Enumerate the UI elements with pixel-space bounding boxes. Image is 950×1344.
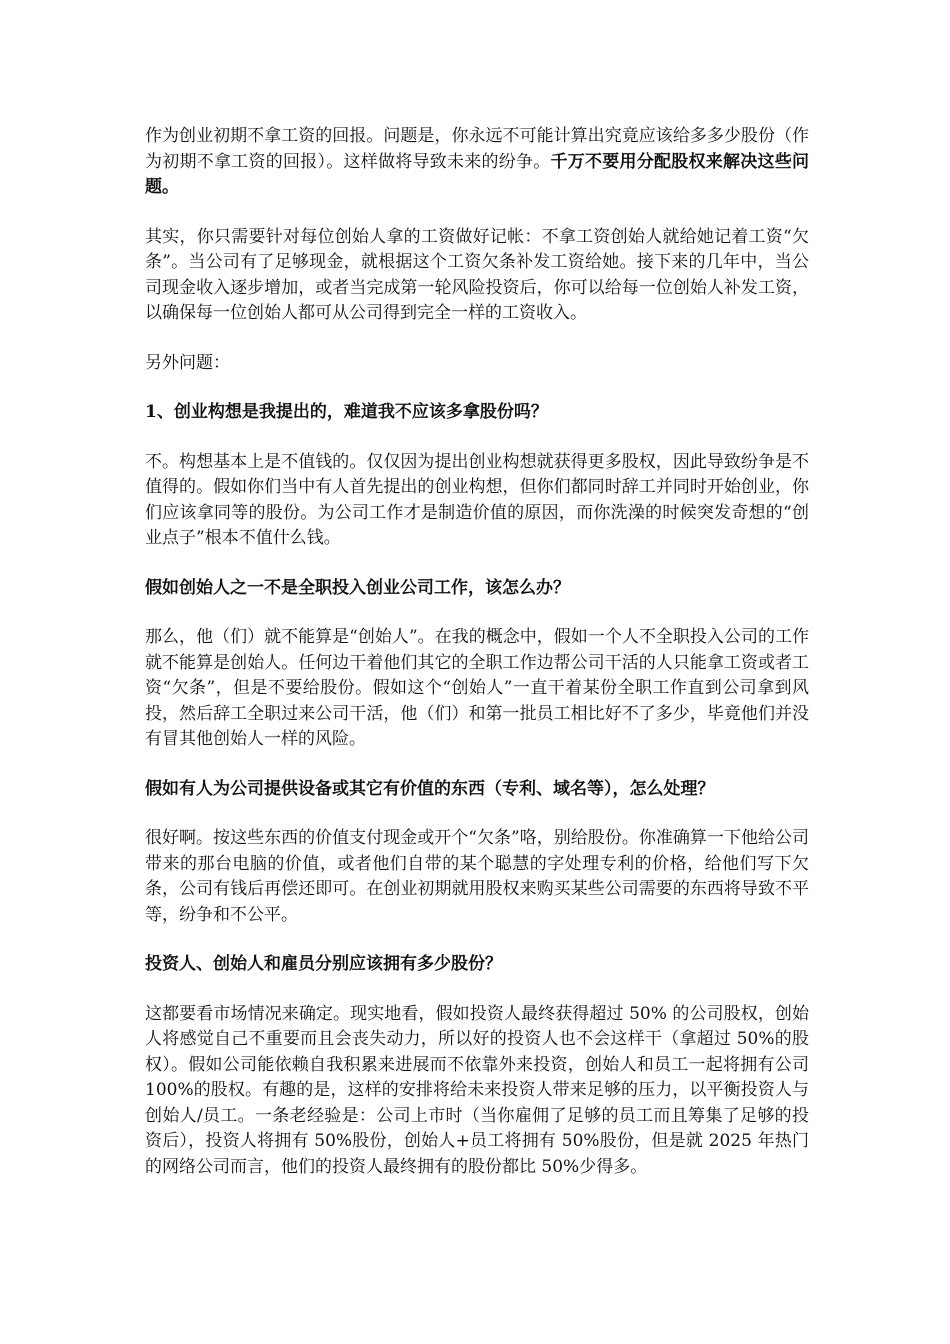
document-page <box>145 124 809 1204</box>
answer-part-time: 那么，他（们）就不能算是“创始人”。在我的概念中，假如一个人不全职投入公司的工作就不能算是创始人。任何边干着他们其它的全职工作边帮公司干活的人只能拿工资或者工资“欠条”，但是不要给股份。假如这个“创始人”一直干着某份全职工作直到公司拿到风投，然后辞工全职过来公司干活，他（们）和第一批员工相比好不了多少，毕竟他们并没有冒其他创始人一样的风险。 <box>145 627 809 749</box>
question-heading-equipment: 假如有人为公司提供设备或其它有价值的东西（专利、域名等），怎么处理？ <box>145 778 715 799</box>
bold-warning: 千万不要用分配股权来解决这些问题。 <box>145 151 809 197</box>
paragraph-other-questions: 另外问题： <box>145 352 230 373</box>
question-heading-idea: 1、创业构想是我提出的，难道我不应该多拿股份吗？ <box>145 402 548 422</box>
paragraph-salary-reward <box>145 124 809 201</box>
answer-share-split: 这都要看市场情况来确定。现实地看，假如投资人最终获得超过 50% 的公司股权，创始人将感觉自己不重要而且会丧失动力，所以好的投资人也不会这样干（拿超过 50%的股权）。假如公司能依赖自我积累来进展而不依靠外来投资，创始人和员工一起将拥有公司 100%的股权。有趣的是，这样的安排将给未来投资人带来足够的压力，以平衡投资人与创始人/员工。一条老经验是：公司上市时（当你雇佣了足够的员工而且筹集了足够的投资后），投资人将拥有 50%股份，创始人+员工将拥有 50%股份，但是就 2025 年热门的网络公司而言，他们的投资人最终拥有的股份都比 50%少得多。 <box>145 1003 809 1177</box>
question-heading-part-time: 假如创始人之一不是全职投入创业公司工作，该怎么办？ <box>145 577 570 598</box>
question-heading-share-split: 投资人、创始人和雇员分别应该拥有多少股份？ <box>145 954 502 974</box>
paragraph-text: 作为创业初期不拿工资的回报。问题是，你永远不可能计算出究竟应该给多多少股份（作为初期不拿工资的回报）。这样做将导致未来的纷争。 <box>145 126 809 172</box>
answer-equipment: 很好啊。按这些东西的价值支付现金或开个“欠条”咯，别给股份。你准确算一下他给公司带来的那台电脑的价值，或者他们自带的某个聪慧的字处理专利的价格，给他们写下欠条，公司有钱后再偿还即可。在创业初期就用股权来购买某些公司需要的东西将导致不平等，纷争和不公平。 <box>145 828 809 925</box>
answer-idea: 不。构想基本上是不值钱的。仅仅因为提出创业构想就获得更多股权，因此导致纷争是不值得的。假如你们当中有人首先提出的创业构想，但你们都同时辞工并同时开始创业，你们应该拿同等的股份。为公司工作才是制造价值的原因，而你洗澡的时候突发奇想的“创业点子”根本不值什么钱。 <box>145 451 809 548</box>
paragraph-salary-iou: 其实，你只需要针对每位创始人拿的工资做好记帐：不拿工资创始人就给她记着工资“欠条”。当公司有了足够现金，就根据这个工资欠条补发工资给她。接下来的几年中，当公司现金收入逐步增加，或者当完成第一轮风险投资后，你可以给每一位创始人补发工资，以确保每一位创始人都可从公司得到完全一样的工资收入。 <box>145 226 809 323</box>
